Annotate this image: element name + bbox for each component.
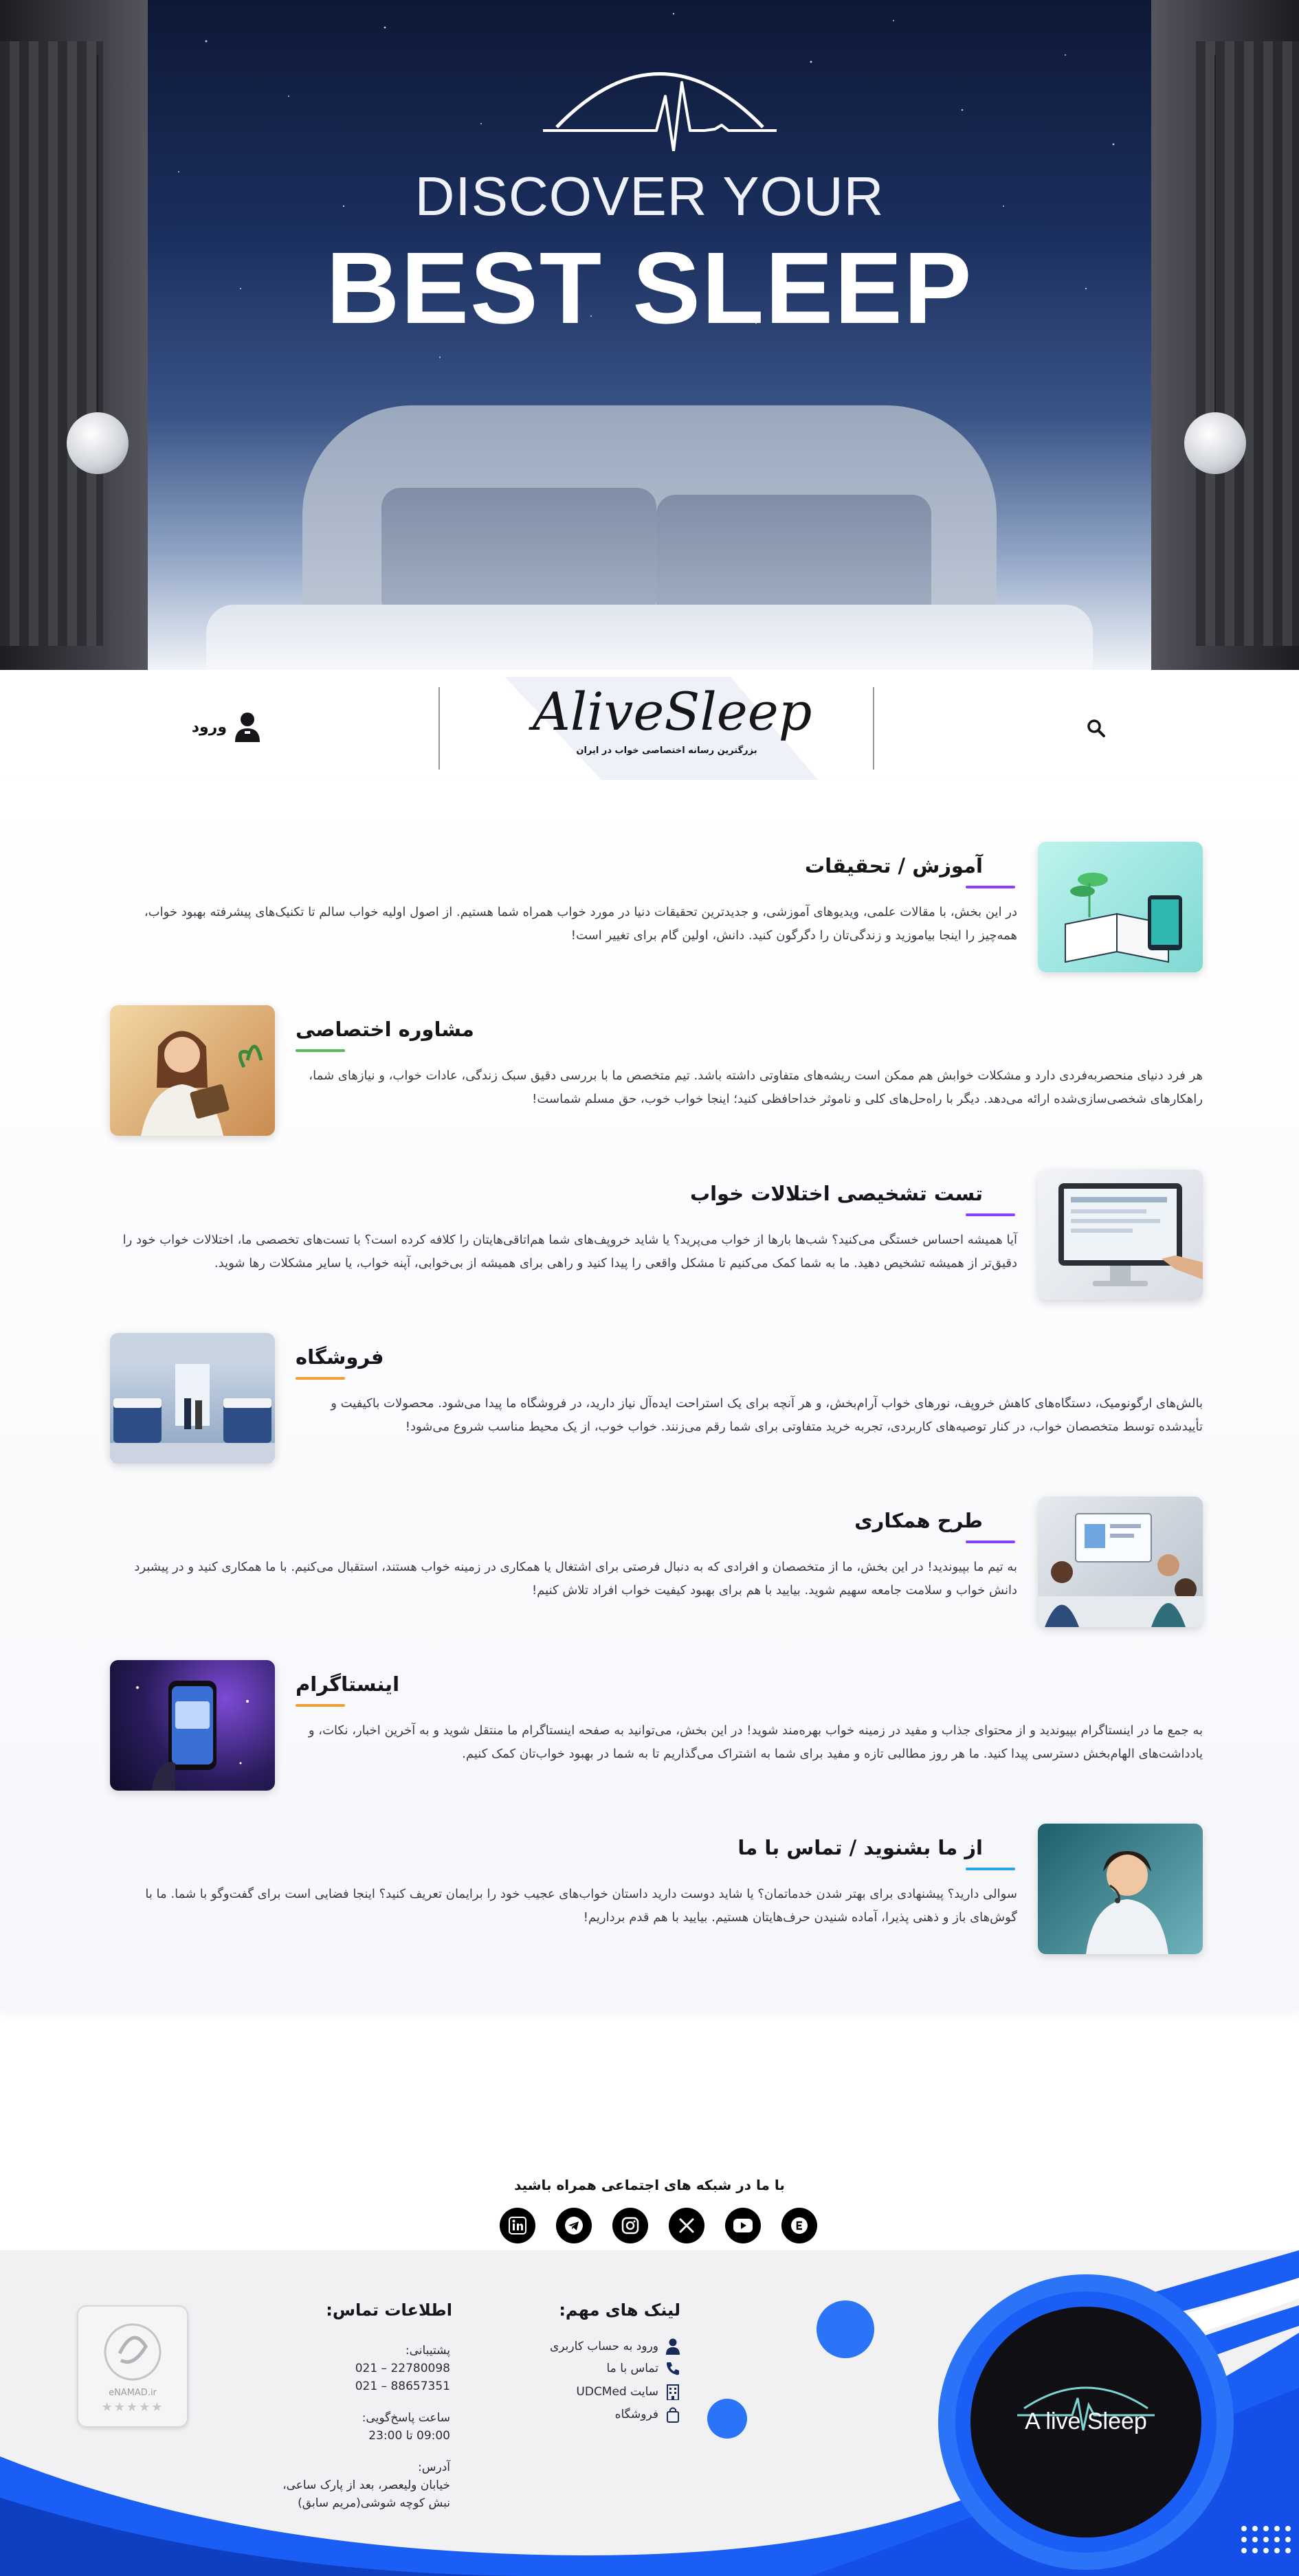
search-icon[interactable] (1086, 718, 1107, 739)
building-icon (665, 2384, 680, 2400)
title-underline (966, 886, 1015, 888)
footer-link-label: تماس با ما (606, 2362, 658, 2375)
section-title[interactable]: تست تشخیصی اختلالات خواب (689, 1182, 983, 1205)
section-title[interactable]: مشاوره اختصاصی (296, 1018, 474, 1041)
title-underline (966, 1868, 1015, 1870)
address-line-1: خیابان ولیعصر، بعد از پارک ساعی، (282, 2478, 450, 2492)
section-consulting (110, 1005, 1203, 1139)
section-title[interactable]: طرح همکاری (854, 1509, 983, 1532)
eitaa-icon[interactable] (781, 2208, 817, 2243)
header-divider-right (873, 687, 874, 770)
enamad-label: eNAMAD.ir (109, 2388, 157, 2398)
bag-icon (665, 2406, 680, 2423)
phone-icon (665, 2361, 680, 2376)
section-title[interactable]: آموزش / تحقیقات (805, 854, 983, 877)
section-education (110, 842, 1203, 976)
title-underline (296, 1704, 345, 1707)
phone-2[interactable]: 021 – 88657351 (355, 2379, 450, 2393)
linkedin-icon[interactable] (500, 2208, 535, 2243)
phone-1[interactable]: 021 – 22780098 (355, 2362, 450, 2375)
user-icon (665, 2338, 680, 2355)
section-text: آیا همیشه احساس خستگی می‌کنید؟ شب‌ها بارها از خواب می‌پرید؟ یا شاید خروپف‌های شما هم‌اتاقی‌هایتان را کلافه کرده است؟ با تست‌های تخصصی ما، اختلالات خواب خود را دقیق‌تر از همیشه تشخیص دهید. ما به شما کمک می‌کنیم تا مشکل واقعی را پیدا کنید و راهی برای همیشه از بی‌خوابی، آپنه خواب، یا سایر مشکلات رها شوید. (122, 1233, 1017, 1270)
section-diagnostic-test (110, 1169, 1203, 1303)
heartbeat-arc-icon (543, 48, 777, 151)
section-store (110, 1333, 1203, 1467)
hero-heading-line1: DISCOVER YOUR (414, 166, 885, 227)
hours-label: ساعت پاسخ‌گویی: (362, 2411, 450, 2425)
support-label: پشتیبانی: (405, 2344, 450, 2357)
right-pendant-lamp (1184, 412, 1246, 474)
logo-title: AliveSleep (533, 681, 812, 742)
diagnostic-thumbnail[interactable] (1038, 1169, 1203, 1300)
footer-link-store[interactable] (615, 2406, 680, 2423)
store-thumbnail[interactable] (110, 1333, 275, 1464)
section-text: به جمع ما در اینستاگرام بپیوندید و از محتوای جذاب و مفید در زمینه خواب بهره‌مند شوید! در این بخش، می‌توانید به صفحه اینستاگرام ما منتقل شوید و به آخرین اخبار، نکات، و یادداشت‌های الهام‌بخش دسترسی پیدا کنید. ما هر روز مطالبی تازه و مفید برای شما به اشتراک می‌گذاریم تا به شما در بهبود خواب‌تان کمک کنیم. (308, 1723, 1203, 1761)
contact-thumbnail[interactable] (1038, 1824, 1203, 1954)
footer-link-label: سایت UDCMed (576, 2385, 658, 2399)
site-footer (0, 2250, 1299, 2576)
left-pendant-lamp (67, 412, 129, 474)
footer-link-label: فروشگاه (614, 2408, 658, 2421)
instagram-icon[interactable] (612, 2208, 648, 2243)
social-title: با ما در شبکه های اجتماعی همراه باشید (514, 2177, 785, 2193)
section-text: بالش‌های ارگونومیک، دستگاه‌های کاهش خروپف، نورهای خواب آرام‌بخش، و هر آنچه برای یک استراحت ایده‌آل نیاز دارید، در فروشگاه ما پیدا می‌شود. محصولات باکیفیت و تأییدشده توسط متخصصان خواب، در کنار توصیه‌های کاربردی، تجربه خرید متفاوتی برای شما رقم می‌زنند. خواب خوب، از یک محیط مناسب شروع می‌شود! (331, 1396, 1203, 1434)
hours-value: 09:00 تا 23:00 (368, 2429, 450, 2443)
section-contact (110, 1824, 1203, 1958)
title-underline (296, 1049, 345, 1052)
education-thumbnail[interactable] (1038, 842, 1203, 972)
section-title[interactable]: فروشگاه (296, 1345, 384, 1369)
footer-link-login[interactable] (550, 2338, 680, 2355)
header-divider-left (438, 687, 440, 770)
x-icon[interactable] (669, 2208, 704, 2243)
hero-banner (0, 0, 1299, 673)
site-logo[interactable] (495, 677, 818, 780)
title-underline (296, 1377, 345, 1380)
login-button[interactable] (186, 711, 261, 743)
section-text: سوالی دارید؟ پیشنهادی برای بهتر شدن خدماتمان؟ یا شاید دوست دارید داستان خواب‌های عجیب خود را برایمان تعریف کنید؟ اینجا فضایی است برای گفت‌وگو با شما. ما با گوش‌های باز و ذهنی پذیرا، آماده شنیدن حرف‌هایتان هستیم. بیایید با هم قدم برداریم! (145, 1887, 1017, 1925)
cooperation-thumbnail[interactable] (1038, 1497, 1203, 1627)
logo-subtitle: بزرگترین رسانه اختصاصی خواب در ایران (576, 746, 757, 756)
pillow-left (381, 488, 656, 618)
title-underline (966, 1213, 1015, 1216)
footer-circle-logo[interactable]: A live Sleep (1025, 2408, 1147, 2434)
address-label: آدرس: (418, 2461, 450, 2474)
consulting-thumbnail[interactable] (110, 1005, 275, 1136)
youtube-icon[interactable] (725, 2208, 761, 2243)
title-underline (966, 1541, 1015, 1543)
user-icon (234, 712, 261, 742)
section-text: به تیم ما بپیوندید! در این بخش، ما از متخصصان و افرادی که به دنبال فرصتی برای اشتغال یا همکاری در زمینه خواب هستند، استقبال می‌کنیم. با ما همکاری کنید و در پیشبرد دانش خواب و سلامت جامعه سهیم شوید. بیایید با هم برای بهبود کیفیت خواب افراد تلاش کنیم! (134, 1560, 1017, 1598)
contact-title: اطلاعات تماس: (326, 2300, 452, 2320)
social-icons (500, 2208, 817, 2243)
footer-link-udcmed[interactable] (576, 2384, 680, 2400)
section-title[interactable]: از ما بشنوید / تماس با ما (737, 1836, 983, 1859)
section-cooperation (110, 1497, 1203, 1631)
enamad-stars: ★★★★★ (101, 2400, 164, 2415)
section-text: هر فرد دنیای منحصربه‌فردی دارد و مشکلات خوابش هم ممکن است ریشه‌های متفاوتی داشته باشد. تیم متخصص ما با بررسی دقیق سبک زندگی، عادات خواب، و نیازهای شما، راهکارهای شخصی‌سازی‌شده ارائه می‌دهد. دیگر با راه‌حل‌های کلی و ناموثر خداحافظی کنید؛ اینجا خواب خوب، حق مسلم شماست! (309, 1068, 1203, 1106)
address-line-2: نبش کوچه شوشی(مریم سابق) (298, 2496, 450, 2510)
section-text: در این بخش، با مقالات علمی، ویدیوهای آموزشی، و جدیدترین تحقیقات دنیا در مورد خواب همراه شما هستیم. از اصول اولیه خواب سالم تا تکنیک‌های پیشرفته بهبود خواب، همه‌چیز را اینجا بیاموزید و زندگی‌تان را دگرگون کنید. دانش، اولین گام برای تغییر است! (144, 905, 1017, 943)
instagram-thumbnail[interactable] (110, 1660, 275, 1791)
hero-heading-line2: BEST SLEEP (326, 232, 973, 345)
footer-link-label: ورود به حساب کاربری (549, 2340, 658, 2353)
section-instagram (110, 1660, 1203, 1794)
links-title: لینک های مهم: (559, 2300, 680, 2320)
section-title[interactable]: اینستاگرام (296, 1672, 400, 1696)
bed-sheet (206, 605, 1093, 673)
footer-link-contact[interactable] (607, 2361, 681, 2376)
login-label: ورود (191, 718, 227, 736)
telegram-icon[interactable] (556, 2208, 592, 2243)
enamad-badge[interactable] (77, 2305, 188, 2428)
